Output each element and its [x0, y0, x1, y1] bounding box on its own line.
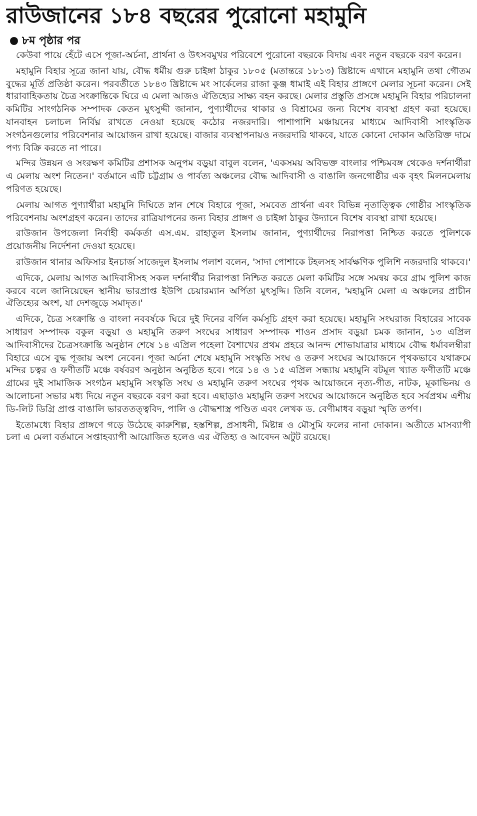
article-paragraph: রাউজান থানার অফিসার ইনচার্জ সাজেদুল ইসলাম পলাশ বলেন, 'সাদা পোশাকে টহলসহ সার্বক্ষণিক পুলিশি নজরদারি থাকবে।' — [16, 256, 471, 268]
article-paragraph: কেউবা পায়ে হেঁটে এসে পূজা-অর্চনা, প্রার্থনা ও উৎসবমুখর পরিবেশে পুরোনো বছরকে বিদায় এবং নতুন বছরকে বরণ করেন। — [16, 50, 462, 61]
article-paragraph: এদিকে, চৈত্র সংক্রান্তি ও বাংলা নববর্ষকে ঘিরে দুই দিনের বর্ণিল কর্মসূচি গ্রহণ করা হয়েছে। মহামুনি সংঘরাজ বিহারের সাবেক সাধারণ সম্পাদক বকুল বড়ুয়া ও মহামুনি তরুণ সংঘের সাধারণ সম্পাদক শাওন প্রসাদ বড়ুয়া চমক জানান, ১৩ এপ্রিল আদিবাসীদের চৈত্রসংক্রান্তি অনুষ্ঠান শেষে ১৪ এপ্রিল পহেলা বৈশাখের প্রথম প্রহরে আনন্দ শোভাযাত্রার মাধ্যমে বৌদ্ধ ধর্মাবলম্বীরা বিহারে এসে বুদ্ধ পূজায় অংশ নেবেন। পূজা অর্চনা শেষে মহামুনি সংস্কৃতি সংঘ ও তরুণ সংঘের আয়োজনে পৃথকভাবে যথাক্রমে মন্দির চত্বর ও ফণীতটি মঞ্চে বর্ষবরণ অনুষ্ঠান অনুষ্ঠিত হবে। পরে ১৪ ও ১৫ এপ্রিল সন্ধ্যায় মহামুনি বটমূল খ্যাত ফণীতটি মঞ্চে গ্রামের দুই সামাজিক সংগঠন মহামুনি সংস্কৃতি সংঘ ও মহামুনি তরুণ সংঘের পৃথক আয়োজনে নৃত্য-গীত, নাটক, মূকাভিনয় ও আলোচনা সভার মধ্য দিয়ে নতুন বছরকে বরণ করা হবে। এছাড়াও মহামুনি তরুণ সংঘের আয়োজনে অনুষ্ঠিত হবে সর্বপ্রথম এশীয় ডি-লিট ডিগ্রি প্রাপ্ত বাঙালি ভারততত্ত্ববিদ, পালি ও বৌদ্ধশাস্ত্র পণ্ডিত এবং লেখক ড. বেণীমাধব বড়ুয়া স্মৃতি তর্পণ। — [6, 314, 471, 415]
article-paragraph: মন্দির উন্নয়ন ও সংরক্ষণ কমিটির প্রশাসক অনুপম বড়ুয়া বাবুল বলেন, 'একসময় অবিভক্ত বাংলার পশ্চিমবঙ্গ থেকেও দর্শনার্থীরা এ মেলায় অংশ নিতেন।' বর্তমানে এটি চট্টগ্রাম ও পার্বত্য অঞ্চলের বৌদ্ধ আদিবাসী ও বাঙালি জনগোষ্ঠীর এক বৃহৎ মিলনমেলায় পরিণত হয়েছে। — [6, 158, 471, 195]
article-paragraph: রাউজান উপজেলা নির্বাহী কর্মকর্তা এস.এম. রাহাতুল ইসলাম জানান, পুণ্যার্থীদের নিরাপত্তা নিশ্চিত করতে পুলিশকে প্রয়োজনীয় নির্দেশনা দেওয়া হয়েছে। — [6, 228, 471, 253]
article-headline: রাউজানের ১৮৪ বছরের পুরোনো মহামুনি — [6, 4, 367, 29]
continuation-note — [6, 34, 471, 48]
article-paragraph: ইতোমধ্যে বিহার প্রাঙ্গণে গড়ে উঠেছে কারুশিল্প, হস্তশিল্প, প্রসাধনী, মিষ্টান্ন ও মৌসুমি ফলের নানা দোকান। অতীতে মাসব্যাপী চলা এ মেলা বর্তমানে সপ্তাহব্যাপী আয়োজিত হলেও এর ঐতিহ্য ও আবেদন অটুট রয়েছে। — [6, 419, 471, 444]
continued-from-label: ৮ম পৃষ্ঠার পর — [22, 34, 81, 47]
bullet-icon — [10, 37, 18, 45]
article-paragraph: মেলায় আগত পুণ্যার্থীরা মহামুনি দিঘিতে স্নান শেষে বিহারে পূজা, সমবেত প্রার্থনা এবং বিভিন্ন নৃতাত্ত্বিক গোষ্ঠীর সাংস্কৃতিক পরিবেশনায় অংশগ্রহণ করেন। তাদের রাত্রিযাপনের জন্য বিহার প্রাঙ্গণ ও চাইঙ্গা ঠাকুর উদ্যানে বিশেষ ব্যবস্থা রাখা হয়েছে। — [6, 199, 471, 224]
article-paragraph: এদিকে, মেলায় আগত আদিবাসীসহ সকল দর্শনার্থীর নিরাপত্তা নিশ্চিত করতে মেলা কমিটির সঙ্গে সমন্বয় করে গ্রাম পুলিশ কাজ করবে বলে জানিয়েছেন স্থানীয় ভারপ্রাপ্ত ইউপি চেয়ারম্যান অর্পিতা মুৎসুদ্দি। তিনি বলেন, 'মহামুনি মেলা এ অঞ্চলের প্রাচীন ঐতিহ্যের অংশ, যা দেশজুড়ে সমাদৃত।' — [6, 272, 471, 310]
article-body — [6, 50, 471, 445]
article-paragraph: মহামুনি বিহার সূত্রে জানা যায়, বৌদ্ধ ধর্মীয় গুরু চাইঙ্গা ঠাকুর ১৮০৫ (মতান্তরে ১৮১৩) খ্রিষ্টাব্দে এখানে মহামুনি তথা গৌতম বুদ্ধের মূর্তি প্রতিষ্ঠা করেন। পরবর্তীতে ১৮৪৩ খ্রিষ্টাব্দে মং সার্কেলের রাজা কুঞ্জ ধামাই এই বিহার প্রাঙ্গণে মেলার সূচনা করেন। সেই ধারাবাহিকতায় চৈত্র সংক্রান্তিকে ঘিরে এ মেলা আজও ঐতিহ্যের সাক্ষ্য বহন করছে। মেলার প্রস্তুতি প্রসঙ্গে মহামুনি বিহার পরিচালনা কমিটির সাংগঠনিক সম্পাদক কেতন মুৎসুদ্দী জানান, পুণ্যার্থীদের থাকার ও বিশ্রামের জন্য বিশেষ ব্যবস্থা গ্রহণ করা হয়েছে। যানবাহন চলাচল নির্বিঘ্ন রাখতে নেওয়া হয়েছে কঠোর নজরদারি। পাশাপাশি মঞ্চায়নের মাধ্যমে আদিবাসী সাংস্কৃতিক সংগঠনগুলোর পরিবেশনার আয়োজন রাখা হয়েছে। বাজার ব্যবস্থাপনায়ও নজরদারি থাকবে, যাতে কোনো দোকান অতিরিক্ত দামে পণ্য বিক্রি করতে না পারে। — [6, 65, 471, 154]
